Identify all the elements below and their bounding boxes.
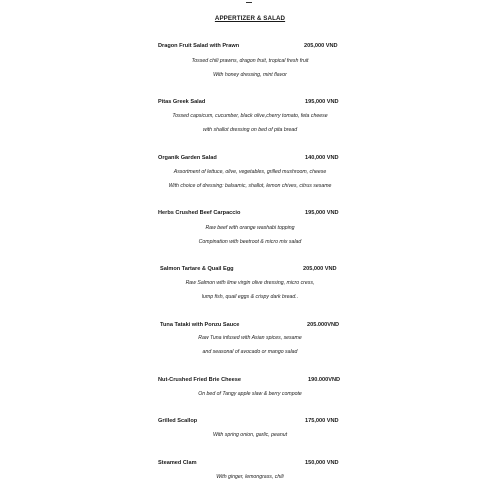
menu-item-price: 140,000 VND	[305, 155, 339, 161]
menu-item-price: 190.000VND	[308, 377, 341, 383]
top-dash-mark	[246, 2, 252, 3]
menu-item-price: 205,000 VND	[304, 43, 338, 49]
menu-item-description: Raw beef with orange washabi topping	[205, 225, 295, 231]
menu-item-price: 175,000 VND	[305, 418, 339, 424]
menu-item-description: With honey dressing, mint flavor	[213, 72, 287, 78]
menu-item-description: Tossed chili prawns, dragon fruit, tropical fresh fruit	[191, 58, 309, 64]
menu-item-name: Nut-Crushed Fried Brie Cheese	[158, 377, 241, 383]
menu-item-price: 195,000 VND	[305, 210, 339, 216]
menu-item-name: Grilled Scallop	[158, 418, 198, 424]
menu-item-description: On bed of Tangy apple slaw & berry compote	[198, 391, 302, 397]
menu-item-price: 195,000 VND	[305, 99, 339, 105]
menu-item-description: Assortment of lettuce, olive, vegetables, grilled mushroom, cheese	[173, 169, 327, 175]
menu-item-description: and seasonal of avocado or mango salad	[202, 349, 298, 355]
menu-item-name: Dragon Fruit Salad with Prawn	[158, 43, 240, 49]
menu-item-name: Herbs Crushed Beef Carpaccio	[158, 210, 241, 216]
menu-item-name: Steamed Clam	[158, 460, 197, 466]
menu-item-description: Raw Tuna infused with Asian spices, sesame	[198, 335, 302, 341]
menu-item-description: Tossed capsicum, cucumber, black olive,cherry tomato, feta cheese	[172, 113, 328, 119]
menu-item-price: 205.000VND	[307, 322, 340, 328]
menu-item-description: Compination with beetroot & micro mix salad	[198, 239, 302, 245]
menu-item-description: With ginger, lemongrass, chili	[216, 474, 284, 480]
section-title: APPERTIZER & SALAD	[214, 15, 286, 22]
menu-item-description: lump fish, quail eggs & crispy dark bread..	[201, 294, 299, 300]
menu-item-price: 205,000 VND	[303, 266, 337, 272]
menu-item-description: Raw Salmon with lime virgin olive dressing, micro cress,	[185, 280, 315, 286]
menu-item-description: with shallot dressing on bed of pita bread	[202, 127, 298, 133]
menu-item-name: Organik Garden Salad	[158, 155, 217, 161]
menu-item-name: Tuna Tataki with Ponzu Sauce	[160, 322, 240, 328]
menu-item-description: With choice of dressing: balsamic, shallot, lemon chives, citrus sesame	[168, 183, 332, 189]
menu-item-name: Salmon Tartare & Quail Egg	[160, 266, 234, 272]
menu-item-description: With spring onion, garlic, peanut	[212, 432, 288, 438]
menu-item-name: Pitas Greek Salad	[158, 99, 206, 105]
menu-item-price: 150,000 VND	[305, 460, 339, 466]
